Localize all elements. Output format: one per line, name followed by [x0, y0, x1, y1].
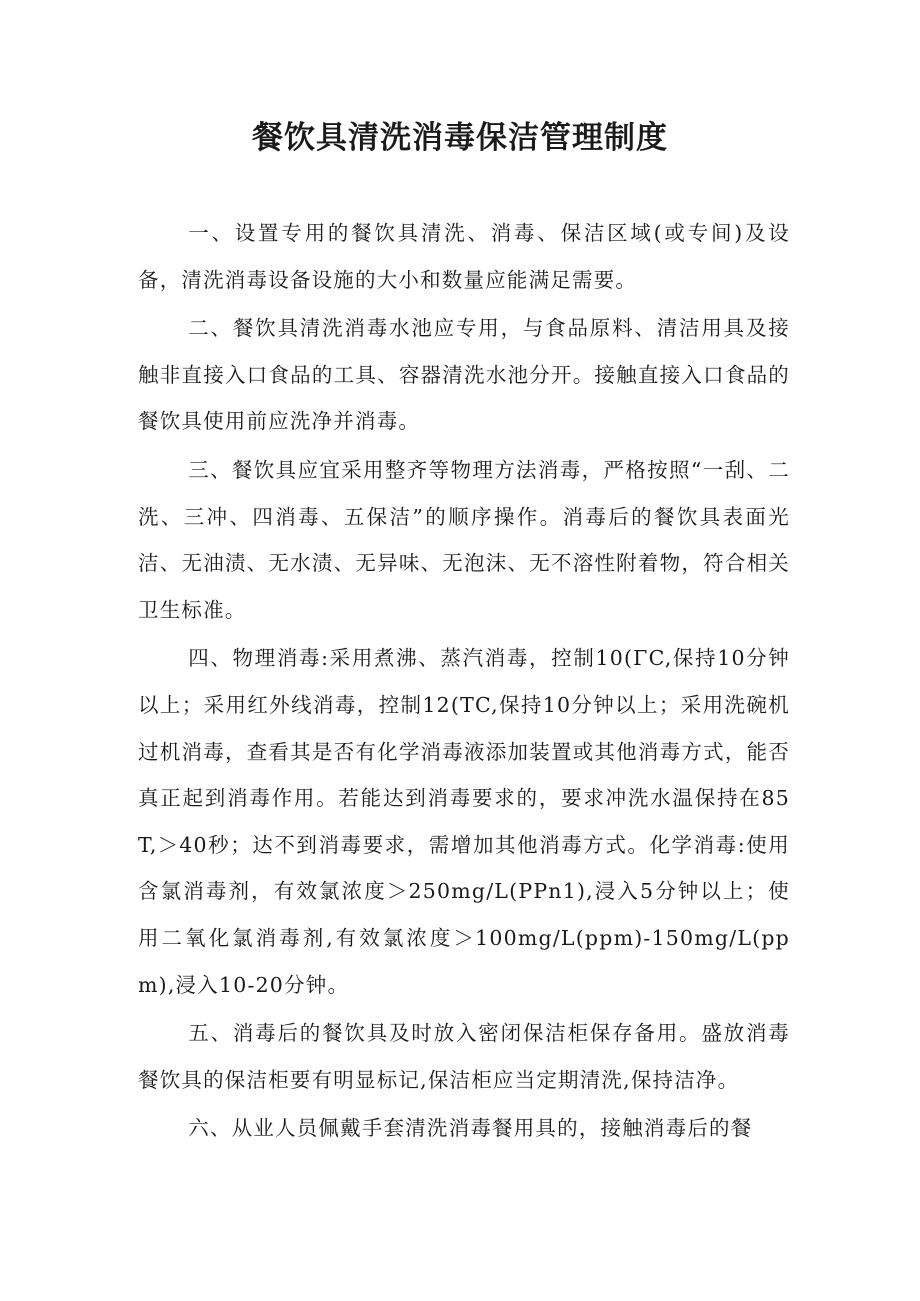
paragraph-3: 三、餐饮具应宜采用整齐等物理方法消毒，严格按照“一刮、二洗、三冲、四消毒、五保洁”的顺序操作。消毒后的餐饮具表面光洁、无油渍、无水渍、无异味、无泡沫、无不溶性附着物，符合相关卫生标准。 [138, 457, 790, 622]
paragraph-5: 五、消毒后的餐饮具及时放入密闭保洁柜保存备用。盛放消毒餐饮具的保洁柜要有明显标记,保洁柜应当定期清洗,保持洁净。 [138, 1021, 790, 1092]
paragraph-6: 六、从业人员佩戴手套清洗消毒餐用具的，接触消毒后的餐 [188, 1116, 753, 1141]
document-body [138, 210, 790, 1154]
document-title: 餐饮具清洗消毒保洁管理制度 [252, 120, 668, 156]
paragraph-4: 四、物理消毒:采用煮沸、蒸汽消毒，控制10(ΓC,保持10分钟以上；采用红外线消毒，控制12(TC,保持10分钟以上；采用洗碗机过机消毒，查看其是否有化学消毒液添加装置或其他消毒方式，能否真正起到消毒作用。若能达到消毒要求的，要求冲洗水温保持在85T,＞40秒；达不到消毒要求，需增加其他消毒方式。化学消毒:使用含氯消毒剂，有效氯浓度＞250mg∕L(PPn1),浸入5分钟以上；使用二氧化氯消毒剂,有效氯浓度＞100mg∕L(ppm)-150mg∕L(ppm),浸入10-20分钟。 [138, 646, 790, 997]
paragraph-2: 二、餐饮具清洗消毒水池应专用，与食品原料、清洁用具及接触非直接入口食品的工具、容器清洗水池分开。接触直接入口食品的餐饮具使用前应洗净并消毒。 [138, 316, 790, 434]
paragraph-1: 一、设置专用的餐饮具清洗、消毒、保洁区域(或专间)及设备，清洗消毒设备设施的大小和数量应能满足需要。 [138, 221, 790, 292]
